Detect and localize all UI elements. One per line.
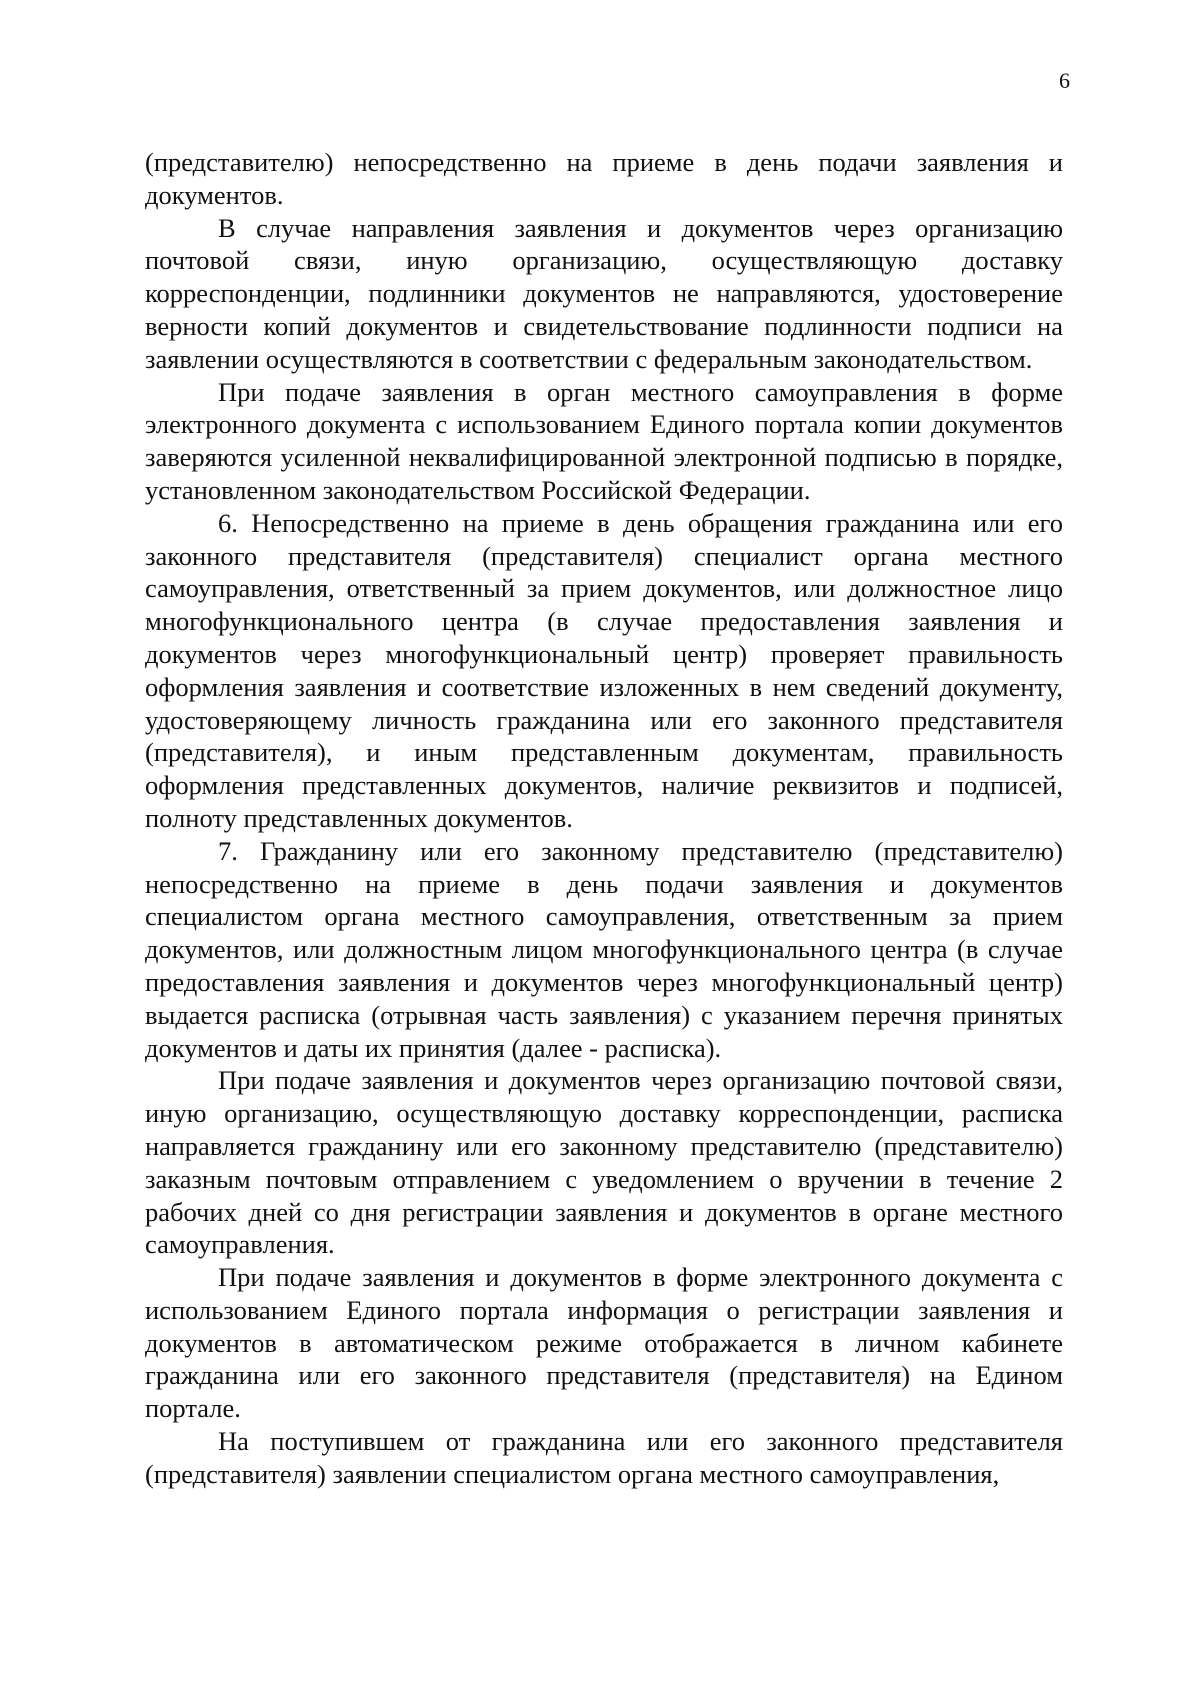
page-number: 6 [1059,68,1070,93]
paragraph-postal-receipt: При подаче заявления и документов через организацию почтовой связи, иную организацию, осуществляющую доставку корреспонденции, расписка направляется гражданину или его законному представителю (представителю) заказным почтовым отправлением с уведомлением о вручении в течение 2 рабочих дней со дня регистрации заявления и документов в органе местного самоуправления. [145,1065,1063,1260]
paragraph-item-7: 7. Гражданину или его законному представителю (представителю) непосредственно на приеме в день подачи заявления и документов специалистом органа местного самоуправления, ответственным за прием документов, или должностным лицом многофункционального центра (в случае предоставления заявления и документов через многофункциональный центр) выдается расписка (отрывная часть заявления) с указанием перечня принятых документов и даты их принятия (далее - расписка). [145,835,1063,1063]
paragraph-electronic-submission: При подаче заявления в орган местного самоуправления в форме электронного документа с использованием Единого портала копии документов заверяются усиленной неквалифицированной электронной подписью в порядке, установленном законодательством Российской Федерации. [145,376,1063,505]
paragraph-continuation: (представителю) непосредственно на приеме в день подачи заявления и документов. [145,147,1063,210]
paragraph-postal-delivery: В случае направления заявления и документов через организацию почтовой связи, иную организацию, осуществляющую доставку корреспонденции, подлинники документов не направляются, удостоверение верности копий документов и свидетельствование подлинности подписи на заявлении осуществляются в соответствии с федеральным законодательством. [145,212,1063,374]
paragraph-received-application: На поступившем от гражданина или его законного представителя (представителя) заявлении специалистом органа местного самоуправления, [145,1426,1063,1489]
document-body [145,146,1063,1491]
paragraph-item-6: 6. Непосредственно на приеме в день обращения гражданина или его законного представителя (представителя) специалист органа местного самоуправления, ответственный за прием документов, или должностное лицо многофункционального центра (в случае предоставления заявления и документов через многофункциональный центр) проверяет правильность оформления заявления и соответствие изложенных в нем сведений документу, удостоверяющему личность гражданина или его законного представителя (представителя), и иным представленным документам, правильность оформления представленных документов, наличие реквизитов и подписей, полноту представленных документов. [145,507,1063,833]
paragraph-portal-registration: При подаче заявления и документов в форме электронного документа с использованием Единого портала информация о регистрации заявления и документов в автоматическом режиме отображается в личном кабинете гражданина или его законного представителя (представителя) на Едином портале. [145,1262,1063,1424]
